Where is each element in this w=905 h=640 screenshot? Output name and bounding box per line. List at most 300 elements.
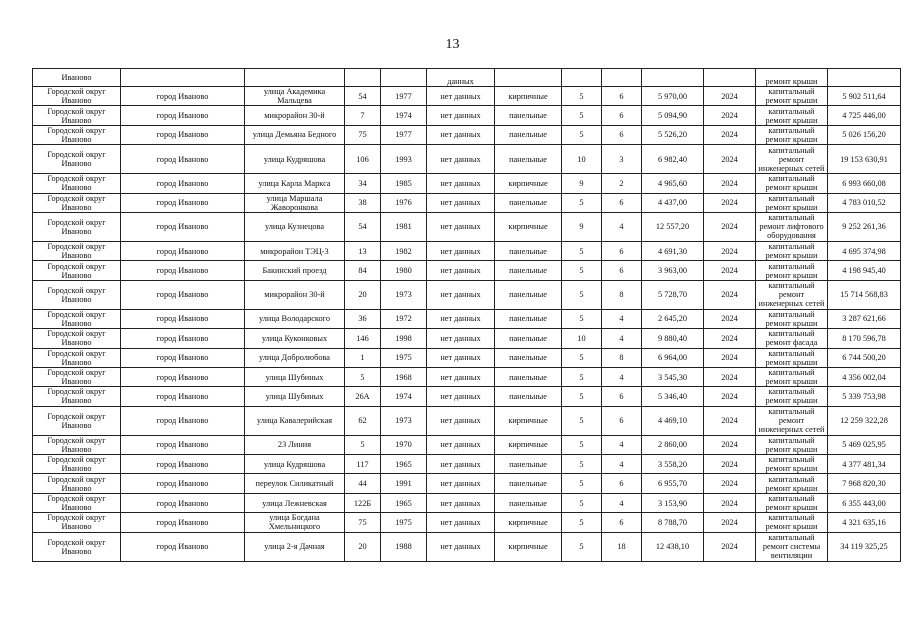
district-cell: Городской округ Иваново xyxy=(33,493,121,512)
table-row xyxy=(33,455,901,474)
wall-material-cell: кирпичные xyxy=(495,532,562,561)
work-type-cell: капитальный ремонт крыши xyxy=(756,513,828,532)
house-number-cell: 117 xyxy=(345,455,381,474)
status-cell: нет данных xyxy=(427,174,495,193)
cost-cell: 6 355 443,00 xyxy=(828,493,901,512)
entrances-cell: 6 xyxy=(602,241,642,260)
entrances-cell xyxy=(602,69,642,87)
street-cell: улица Богдана Хмельницкого xyxy=(245,513,345,532)
settlement-cell: город Иваново xyxy=(121,387,245,406)
street-cell: улица Володарского xyxy=(245,309,345,328)
house-number-cell: 75 xyxy=(345,513,381,532)
plan-year-cell: 2024 xyxy=(704,125,756,144)
entrances-cell: 6 xyxy=(602,387,642,406)
table-row xyxy=(33,106,901,125)
cost-cell: 34 119 325,25 xyxy=(828,532,901,561)
entrances-cell: 6 xyxy=(602,193,642,212)
house-number-cell: 122Б xyxy=(345,493,381,512)
house-number-cell xyxy=(345,69,381,87)
cost-cell: 5 469 025,95 xyxy=(828,435,901,454)
settlement-cell: город Иваново xyxy=(121,212,245,241)
construction-year-cell: 1976 xyxy=(381,193,427,212)
table-row xyxy=(33,532,901,561)
area-cell: 5 526,20 xyxy=(642,125,704,144)
table-row xyxy=(33,280,901,309)
floors-cell: 5 xyxy=(562,493,602,512)
table-row xyxy=(33,435,901,454)
floors-cell: 5 xyxy=(562,280,602,309)
plan-year-cell: 2024 xyxy=(704,513,756,532)
status-cell: нет данных xyxy=(427,455,495,474)
cost-cell: 5 339 753,98 xyxy=(828,387,901,406)
house-number-cell: 54 xyxy=(345,212,381,241)
street-cell xyxy=(245,69,345,87)
area-cell: 4 437,00 xyxy=(642,193,704,212)
cost-cell: 5 026 156,20 xyxy=(828,125,901,144)
street-cell: микрорайон 30-й xyxy=(245,106,345,125)
area-cell: 5 094,90 xyxy=(642,106,704,125)
status-cell: нет данных xyxy=(427,309,495,328)
plan-year-cell: 2024 xyxy=(704,145,756,174)
settlement-cell: город Иваново xyxy=(121,174,245,193)
wall-material-cell: кирпичные xyxy=(495,87,562,106)
settlement-cell: город Иваново xyxy=(121,474,245,493)
plan-year-cell: 2024 xyxy=(704,532,756,561)
wall-material-cell: панельные xyxy=(495,348,562,367)
floors-cell: 5 xyxy=(562,241,602,260)
table-row xyxy=(33,493,901,512)
district-cell: Городской округ Иваново xyxy=(33,280,121,309)
work-type-cell: ремонт крыши xyxy=(756,69,828,87)
status-cell: нет данных xyxy=(427,329,495,348)
table-row xyxy=(33,145,901,174)
area-cell: 5 970,00 xyxy=(642,87,704,106)
entrances-cell: 18 xyxy=(602,532,642,561)
floors-cell: 5 xyxy=(562,367,602,386)
street-cell: улица Кавалерийская xyxy=(245,406,345,435)
entrances-cell: 3 xyxy=(602,145,642,174)
table-row xyxy=(33,174,901,193)
wall-material-cell: кирпичные xyxy=(495,406,562,435)
street-cell: улица Лежневская xyxy=(245,493,345,512)
floors-cell: 5 xyxy=(562,532,602,561)
cost-cell: 4 356 002,04 xyxy=(828,367,901,386)
plan-year-cell: 2024 xyxy=(704,406,756,435)
work-type-cell: капитальный ремонт крыши xyxy=(756,435,828,454)
plan-year-cell: 2024 xyxy=(704,367,756,386)
status-cell: нет данных xyxy=(427,493,495,512)
construction-year-cell: 1972 xyxy=(381,309,427,328)
table-row xyxy=(33,193,901,212)
area-cell: 3 545,30 xyxy=(642,367,704,386)
table-row xyxy=(33,329,901,348)
wall-material-cell: кирпичные xyxy=(495,212,562,241)
plan-year-cell xyxy=(704,69,756,87)
floors-cell: 5 xyxy=(562,348,602,367)
area-cell: 5 346,40 xyxy=(642,387,704,406)
plan-year-cell: 2024 xyxy=(704,241,756,260)
settlement-cell: город Иваново xyxy=(121,435,245,454)
floors-cell: 5 xyxy=(562,193,602,212)
status-cell: нет данных xyxy=(427,387,495,406)
house-number-cell: 36 xyxy=(345,309,381,328)
entrances-cell: 4 xyxy=(602,455,642,474)
status-cell: нет данных xyxy=(427,532,495,561)
floors-cell: 5 xyxy=(562,309,602,328)
entrances-cell: 4 xyxy=(602,212,642,241)
work-type-cell: капитальный ремонт крыши xyxy=(756,174,828,193)
plan-year-cell: 2024 xyxy=(704,435,756,454)
table-row xyxy=(33,406,901,435)
settlement-cell: город Иваново xyxy=(121,145,245,174)
entrances-cell: 6 xyxy=(602,106,642,125)
settlement-cell: город Иваново xyxy=(121,406,245,435)
district-cell: Городской округ Иваново xyxy=(33,212,121,241)
house-number-cell: 5 xyxy=(345,367,381,386)
status-cell: нет данных xyxy=(427,241,495,260)
table-row xyxy=(33,367,901,386)
work-type-cell: капитальный ремонт крыши xyxy=(756,455,828,474)
house-number-cell: 34 xyxy=(345,174,381,193)
area-cell: 2 860,00 xyxy=(642,435,704,454)
district-cell: Городской округ Иваново xyxy=(33,406,121,435)
street-cell: улица Кудряшова xyxy=(245,145,345,174)
construction-year-cell: 1985 xyxy=(381,174,427,193)
construction-year-cell: 1974 xyxy=(381,106,427,125)
area-cell: 12 438,10 xyxy=(642,532,704,561)
plan-year-cell: 2024 xyxy=(704,87,756,106)
settlement-cell: город Иваново xyxy=(121,493,245,512)
table-row xyxy=(33,348,901,367)
house-number-cell: 20 xyxy=(345,280,381,309)
street-cell: улица 2-я Дачная xyxy=(245,532,345,561)
entrances-cell: 4 xyxy=(602,493,642,512)
work-type-cell: капитальный ремонт крыши xyxy=(756,387,828,406)
wall-material-cell: панельные xyxy=(495,241,562,260)
area-cell: 4 965,60 xyxy=(642,174,704,193)
house-number-cell: 106 xyxy=(345,145,381,174)
settlement-cell: город Иваново xyxy=(121,532,245,561)
entrances-cell: 6 xyxy=(602,261,642,280)
house-number-cell: 1 xyxy=(345,348,381,367)
district-cell: Городской округ Иваново xyxy=(33,309,121,328)
wall-material-cell: панельные xyxy=(495,367,562,386)
work-type-cell: капитальный ремонт крыши xyxy=(756,125,828,144)
table-row xyxy=(33,261,901,280)
wall-material-cell: панельные xyxy=(495,280,562,309)
street-cell: Бакинский проезд xyxy=(245,261,345,280)
construction-year-cell: 1965 xyxy=(381,455,427,474)
cost-cell: 3 287 621,66 xyxy=(828,309,901,328)
work-type-cell: капитальный ремонт крыши xyxy=(756,87,828,106)
settlement-cell: город Иваново xyxy=(121,193,245,212)
entrances-cell: 6 xyxy=(602,125,642,144)
cost-cell: 8 170 596,78 xyxy=(828,329,901,348)
floors-cell: 5 xyxy=(562,455,602,474)
construction-year-cell: 1975 xyxy=(381,348,427,367)
street-cell: улица Кузнецова xyxy=(245,212,345,241)
cost-cell: 6 744 500,20 xyxy=(828,348,901,367)
wall-material-cell: панельные xyxy=(495,261,562,280)
floors-cell: 5 xyxy=(562,125,602,144)
settlement-cell: город Иваново xyxy=(121,455,245,474)
street-cell: улица Карла Маркса xyxy=(245,174,345,193)
settlement-cell: город Иваново xyxy=(121,329,245,348)
table-row xyxy=(33,387,901,406)
work-type-cell: капитальный ремонт инженерных сетей xyxy=(756,145,828,174)
street-cell: улица Куконковых xyxy=(245,329,345,348)
street-cell: улица Демьяна Бедного xyxy=(245,125,345,144)
entrances-cell: 6 xyxy=(602,87,642,106)
district-cell: Городской округ Иваново xyxy=(33,125,121,144)
status-cell: нет данных xyxy=(427,348,495,367)
work-type-cell: капитальный ремонт системы вентиляции xyxy=(756,532,828,561)
district-cell: Городской округ Иваново xyxy=(33,106,121,125)
settlement-cell: город Иваново xyxy=(121,125,245,144)
wall-material-cell: панельные xyxy=(495,474,562,493)
work-type-cell: капитальный ремонт инженерных сетей xyxy=(756,280,828,309)
wall-material-cell xyxy=(495,69,562,87)
wall-material-cell: панельные xyxy=(495,106,562,125)
area-cell xyxy=(642,69,704,87)
plan-year-cell: 2024 xyxy=(704,193,756,212)
entrances-cell: 4 xyxy=(602,309,642,328)
construction-year-cell: 1970 xyxy=(381,435,427,454)
plan-year-cell: 2024 xyxy=(704,174,756,193)
construction-year-cell: 1968 xyxy=(381,367,427,386)
district-cell: Иваново xyxy=(33,69,121,87)
construction-year-cell: 1965 xyxy=(381,493,427,512)
district-cell: Городской округ Иваново xyxy=(33,193,121,212)
cost-cell: 4 198 945,40 xyxy=(828,261,901,280)
wall-material-cell: панельные xyxy=(495,387,562,406)
table-row xyxy=(33,474,901,493)
house-number-cell: 20 xyxy=(345,532,381,561)
work-type-cell: капитальный ремонт крыши xyxy=(756,193,828,212)
area-cell: 9 880,40 xyxy=(642,329,704,348)
settlement-cell xyxy=(121,69,245,87)
work-type-cell: капитальный ремонт крыши xyxy=(756,474,828,493)
construction-year-cell xyxy=(381,69,427,87)
house-number-cell: 75 xyxy=(345,125,381,144)
district-cell: Городской округ Иваново xyxy=(33,474,121,493)
wall-material-cell: панельные xyxy=(495,125,562,144)
area-cell: 3 558,20 xyxy=(642,455,704,474)
wall-material-cell: кирпичные xyxy=(495,435,562,454)
area-cell: 4 691,30 xyxy=(642,241,704,260)
district-cell: Городской округ Иваново xyxy=(33,532,121,561)
plan-year-cell: 2024 xyxy=(704,329,756,348)
wall-material-cell: панельные xyxy=(495,455,562,474)
cost-cell: 9 252 261,36 xyxy=(828,212,901,241)
district-cell: Городской округ Иваново xyxy=(33,145,121,174)
status-cell: нет данных xyxy=(427,212,495,241)
street-cell: улица Маршала Жаворонкова xyxy=(245,193,345,212)
floors-cell: 5 xyxy=(562,87,602,106)
district-cell: Городской округ Иваново xyxy=(33,348,121,367)
house-number-cell: 13 xyxy=(345,241,381,260)
plan-year-cell: 2024 xyxy=(704,455,756,474)
floors-cell: 9 xyxy=(562,212,602,241)
construction-year-cell: 1981 xyxy=(381,212,427,241)
plan-year-cell: 2024 xyxy=(704,387,756,406)
settlement-cell: город Иваново xyxy=(121,348,245,367)
wall-material-cell: кирпичные xyxy=(495,513,562,532)
district-cell: Городской округ Иваново xyxy=(33,455,121,474)
construction-year-cell: 1973 xyxy=(381,406,427,435)
floors-cell: 5 xyxy=(562,406,602,435)
entrances-cell: 4 xyxy=(602,329,642,348)
status-cell: нет данных xyxy=(427,193,495,212)
construction-year-cell: 1993 xyxy=(381,145,427,174)
status-cell: нет данных xyxy=(427,125,495,144)
area-cell: 12 557,20 xyxy=(642,212,704,241)
wall-material-cell: кирпичные xyxy=(495,174,562,193)
district-cell: Городской округ Иваново xyxy=(33,513,121,532)
floors-cell: 10 xyxy=(562,145,602,174)
house-number-cell: 5 xyxy=(345,435,381,454)
house-number-cell: 44 xyxy=(345,474,381,493)
work-type-cell: капитальный ремонт крыши xyxy=(756,493,828,512)
plan-year-cell: 2024 xyxy=(704,280,756,309)
house-number-cell: 84 xyxy=(345,261,381,280)
entrances-cell: 4 xyxy=(602,435,642,454)
work-type-cell: капитальный ремонт крыши xyxy=(756,106,828,125)
district-cell: Городской округ Иваново xyxy=(33,174,121,193)
district-cell: Городской округ Иваново xyxy=(33,387,121,406)
area-cell: 3 153,90 xyxy=(642,493,704,512)
entrances-cell: 6 xyxy=(602,474,642,493)
floors-cell: 10 xyxy=(562,329,602,348)
district-cell: Городской округ Иваново xyxy=(33,329,121,348)
status-cell: нет данных xyxy=(427,261,495,280)
status-cell: нет данных xyxy=(427,280,495,309)
settlement-cell: город Иваново xyxy=(121,87,245,106)
floors-cell: 9 xyxy=(562,174,602,193)
settlement-cell: город Иваново xyxy=(121,367,245,386)
area-cell: 8 788,70 xyxy=(642,513,704,532)
cost-cell: 4 695 374,98 xyxy=(828,241,901,260)
table-row xyxy=(33,125,901,144)
wall-material-cell: панельные xyxy=(495,329,562,348)
plan-year-cell: 2024 xyxy=(704,348,756,367)
status-cell: данных xyxy=(427,69,495,87)
floors-cell: 5 xyxy=(562,513,602,532)
floors-cell: 5 xyxy=(562,474,602,493)
house-number-cell: 54 xyxy=(345,87,381,106)
settlement-cell: город Иваново xyxy=(121,513,245,532)
wall-material-cell: панельные xyxy=(495,145,562,174)
district-cell: Городской округ Иваново xyxy=(33,435,121,454)
cost-cell: 4 321 635,16 xyxy=(828,513,901,532)
floors-cell: 5 xyxy=(562,261,602,280)
work-type-cell: капитальный ремонт крыши xyxy=(756,241,828,260)
cost-cell: 4 783 010,52 xyxy=(828,193,901,212)
housing-repair-table xyxy=(32,68,901,562)
status-cell: нет данных xyxy=(427,435,495,454)
status-cell: нет данных xyxy=(427,474,495,493)
table-row xyxy=(33,69,901,87)
district-cell: Городской округ Иваново xyxy=(33,367,121,386)
entrances-cell: 8 xyxy=(602,348,642,367)
construction-year-cell: 1977 xyxy=(381,87,427,106)
construction-year-cell: 1980 xyxy=(381,261,427,280)
district-cell: Городской округ Иваново xyxy=(33,87,121,106)
status-cell: нет данных xyxy=(427,513,495,532)
construction-year-cell: 1982 xyxy=(381,241,427,260)
house-number-cell: 146 xyxy=(345,329,381,348)
construction-year-cell: 1973 xyxy=(381,280,427,309)
street-cell: улица Кудряшова xyxy=(245,455,345,474)
table-body xyxy=(33,69,901,562)
street-cell: улица Академика Мальцева xyxy=(245,87,345,106)
area-cell: 4 469,10 xyxy=(642,406,704,435)
entrances-cell: 8 xyxy=(602,280,642,309)
status-cell: нет данных xyxy=(427,145,495,174)
cost-cell: 6 993 660,08 xyxy=(828,174,901,193)
floors-cell xyxy=(562,69,602,87)
plan-year-cell: 2024 xyxy=(704,493,756,512)
cost-cell: 4 725 446,00 xyxy=(828,106,901,125)
area-cell: 6 955,70 xyxy=(642,474,704,493)
table-row xyxy=(33,513,901,532)
table-row xyxy=(33,87,901,106)
street-cell: микрорайон 30-й xyxy=(245,280,345,309)
house-number-cell: 26А xyxy=(345,387,381,406)
status-cell: нет данных xyxy=(427,406,495,435)
street-cell: улица Шубиных xyxy=(245,367,345,386)
status-cell: нет данных xyxy=(427,367,495,386)
construction-year-cell: 1988 xyxy=(381,532,427,561)
cost-cell: 4 377 481,34 xyxy=(828,455,901,474)
work-type-cell: капитальный ремонт крыши xyxy=(756,261,828,280)
entrances-cell: 4 xyxy=(602,367,642,386)
entrances-cell: 2 xyxy=(602,174,642,193)
settlement-cell: город Иваново xyxy=(121,280,245,309)
cost-cell: 5 902 511,64 xyxy=(828,87,901,106)
area-cell: 3 963,00 xyxy=(642,261,704,280)
house-number-cell: 7 xyxy=(345,106,381,125)
work-type-cell: капитальный ремонт фасада xyxy=(756,329,828,348)
house-number-cell: 38 xyxy=(345,193,381,212)
cost-cell: 15 714 568,83 xyxy=(828,280,901,309)
wall-material-cell: панельные xyxy=(495,493,562,512)
area-cell: 6 964,00 xyxy=(642,348,704,367)
street-cell: микрорайон ТЭЦ-3 xyxy=(245,241,345,260)
settlement-cell: город Иваново xyxy=(121,106,245,125)
district-cell: Городской округ Иваново xyxy=(33,241,121,260)
entrances-cell: 6 xyxy=(602,513,642,532)
work-type-cell: капитальный ремонт крыши xyxy=(756,309,828,328)
plan-year-cell: 2024 xyxy=(704,309,756,328)
entrances-cell: 6 xyxy=(602,406,642,435)
status-cell: нет данных xyxy=(427,106,495,125)
settlement-cell: город Иваново xyxy=(121,261,245,280)
table-row xyxy=(33,241,901,260)
area-cell: 6 982,40 xyxy=(642,145,704,174)
plan-year-cell: 2024 xyxy=(704,212,756,241)
floors-cell: 5 xyxy=(562,435,602,454)
construction-year-cell: 1998 xyxy=(381,329,427,348)
cost-cell: 12 259 322,28 xyxy=(828,406,901,435)
house-number-cell: 62 xyxy=(345,406,381,435)
work-type-cell: капитальный ремонт лифтового оборудования xyxy=(756,212,828,241)
street-cell: 23 Линия xyxy=(245,435,345,454)
plan-year-cell: 2024 xyxy=(704,261,756,280)
plan-year-cell: 2024 xyxy=(704,106,756,125)
street-cell: улица Шубиных xyxy=(245,387,345,406)
plan-year-cell: 2024 xyxy=(704,474,756,493)
